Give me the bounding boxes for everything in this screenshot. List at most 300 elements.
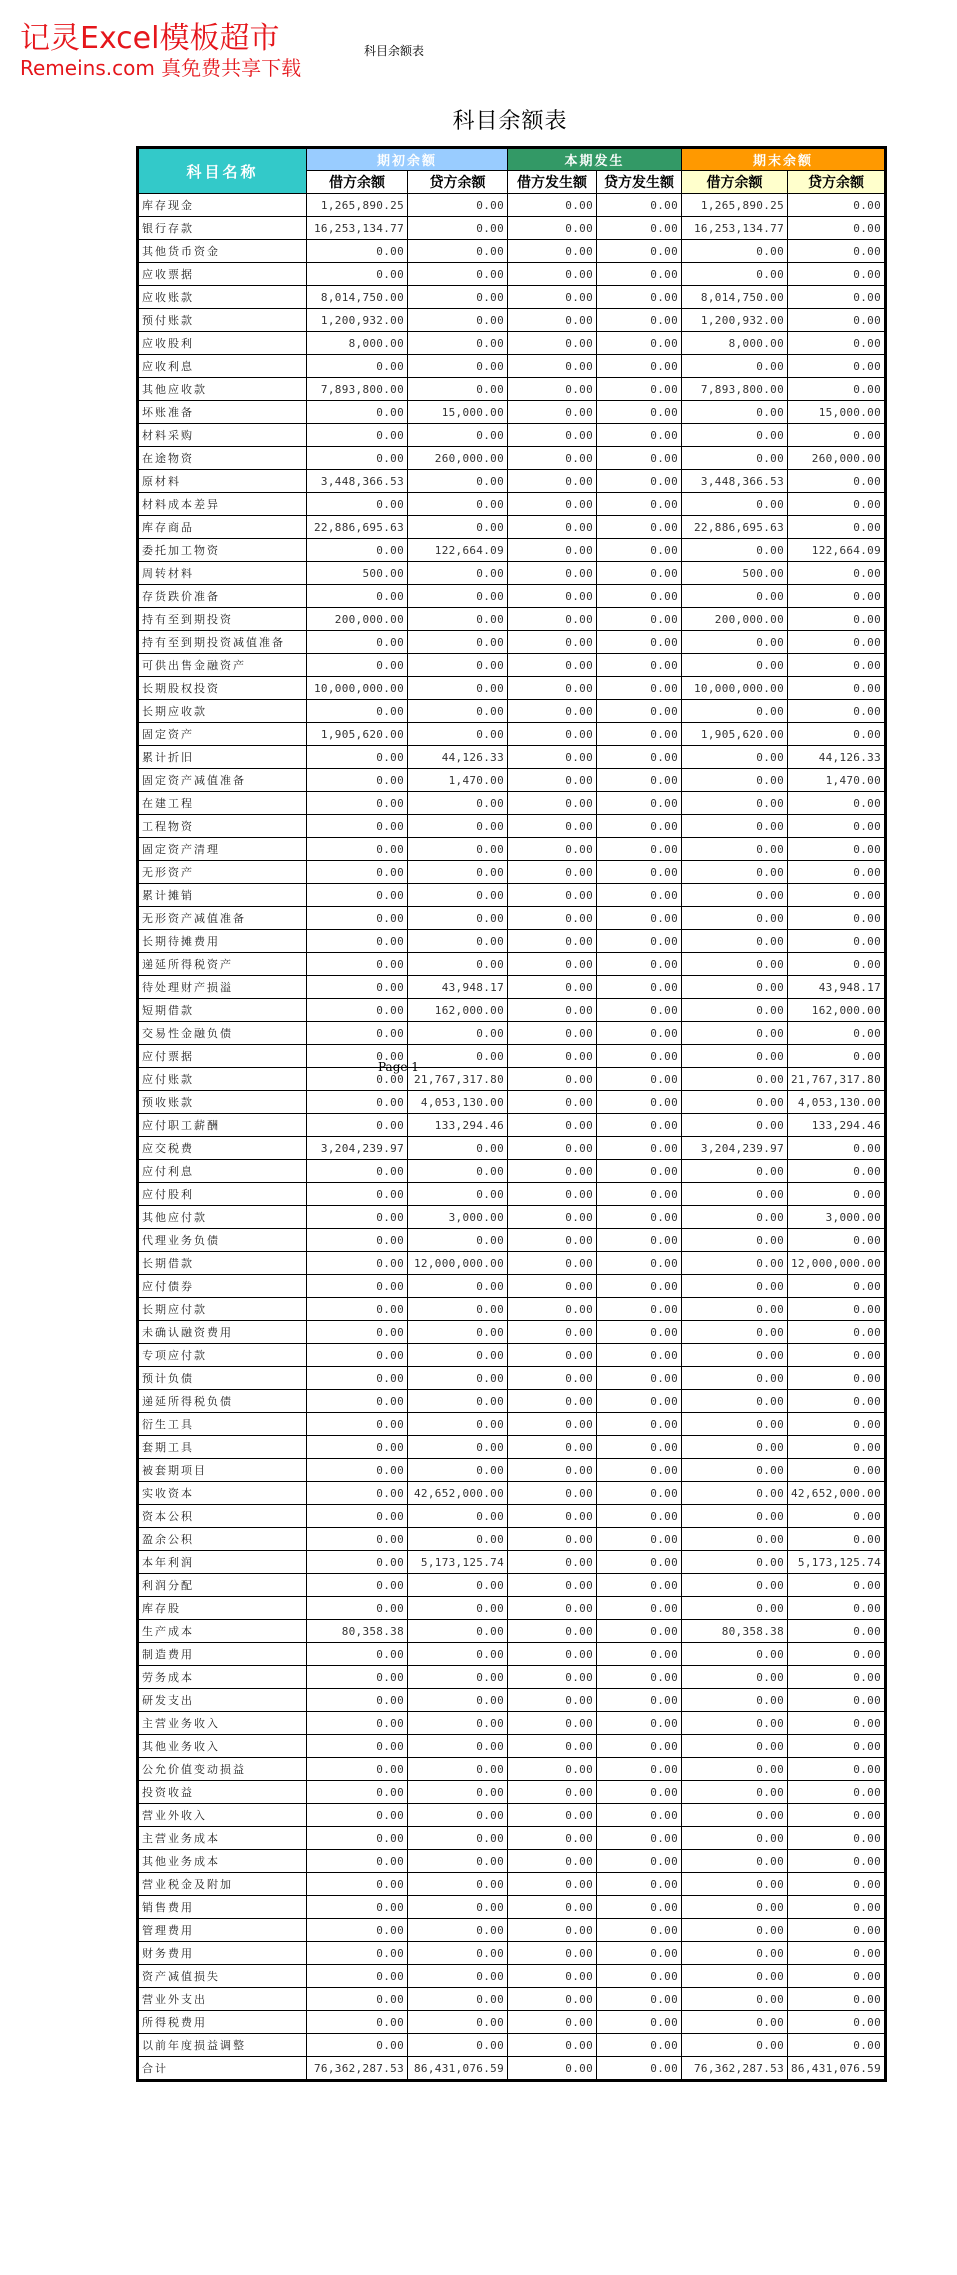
- closing-debit-cell: 0.00: [682, 1206, 788, 1229]
- opening-credit-cell: 0.00: [408, 1597, 508, 1620]
- opening-credit-cell: 0.00: [408, 1137, 508, 1160]
- period-debit-cell: 0.00: [508, 999, 597, 1022]
- account-name-cell: 应交税费: [138, 1137, 307, 1160]
- closing-debit-cell: 0.00: [682, 1574, 788, 1597]
- table-row: [138, 1712, 886, 1735]
- closing-debit-cell: 0.00: [682, 539, 788, 562]
- account-name-cell: 制造费用: [138, 1643, 307, 1666]
- opening-credit-cell: 0.00: [408, 1666, 508, 1689]
- closing-credit-cell: 44,126.33: [788, 746, 886, 769]
- closing-debit-cell: 1,265,890.25: [682, 194, 788, 217]
- account-name-cell: 营业外收入: [138, 1804, 307, 1827]
- opening-credit-cell: 0.00: [408, 723, 508, 746]
- closing-debit-cell: 0.00: [682, 999, 788, 1022]
- opening-debit-cell: 0.00: [307, 1551, 408, 1574]
- account-name-cell: 预计负债: [138, 1367, 307, 1390]
- account-name-cell: 持有至到期投资: [138, 608, 307, 631]
- closing-credit-cell: 0.00: [788, 1045, 886, 1068]
- account-name-cell: 销售费用: [138, 1896, 307, 1919]
- opening-credit-cell: 122,664.09: [408, 539, 508, 562]
- table-row: [138, 355, 886, 378]
- opening-debit-cell: 0.00: [307, 815, 408, 838]
- period-debit-cell: 0.00: [508, 608, 597, 631]
- period-credit-cell: 0.00: [597, 2011, 682, 2034]
- opening-credit-cell: 21,767,317.80: [408, 1068, 508, 1091]
- period-credit-cell: 0.00: [597, 1965, 682, 1988]
- closing-credit-cell: 21,767,317.80: [788, 1068, 886, 1091]
- opening-debit-cell: 0.00: [307, 1804, 408, 1827]
- closing-credit-cell: 0.00: [788, 1597, 886, 1620]
- period-credit-cell: 0.00: [597, 1643, 682, 1666]
- period-credit-cell: 0.00: [597, 401, 682, 424]
- closing-credit-cell: 0.00: [788, 700, 886, 723]
- opening-debit-cell: 0.00: [307, 1045, 408, 1068]
- opening-credit-cell: 0.00: [408, 1367, 508, 1390]
- closing-debit-cell: 0.00: [682, 2011, 788, 2034]
- closing-debit-cell: 3,448,366.53: [682, 470, 788, 493]
- period-debit-cell: 0.00: [508, 1252, 597, 1275]
- closing-credit-cell: 0.00: [788, 1666, 886, 1689]
- table-row: [138, 447, 886, 470]
- period-credit-cell: 0.00: [597, 976, 682, 999]
- document-title: 科目余额表: [452, 109, 568, 134]
- opening-debit-cell: 0.00: [307, 838, 408, 861]
- table-row: [138, 654, 886, 677]
- period-debit-cell: 0.00: [508, 976, 597, 999]
- opening-debit-cell: 0.00: [307, 1482, 408, 1505]
- period-credit-cell: 0.00: [597, 562, 682, 585]
- total-opening-credit: 86,431,076.59: [408, 2057, 508, 2081]
- period-debit-cell: 0.00: [508, 884, 597, 907]
- period-debit-cell: 0.00: [508, 1988, 597, 2011]
- table-row: [138, 1206, 886, 1229]
- opening-debit-cell: 0.00: [307, 1114, 408, 1137]
- table-row: [138, 1758, 886, 1781]
- table-row: [138, 286, 886, 309]
- total-row: [138, 2057, 886, 2081]
- table-row: [138, 470, 886, 493]
- table-row: [138, 1275, 886, 1298]
- account-name-cell: 应收票据: [138, 263, 307, 286]
- table-row: [138, 884, 886, 907]
- period-debit-cell: 0.00: [508, 746, 597, 769]
- table-row: [138, 309, 886, 332]
- account-name-cell: 长期借款: [138, 1252, 307, 1275]
- period-debit-cell: 0.00: [508, 2011, 597, 2034]
- period-debit-cell: 0.00: [508, 1574, 597, 1597]
- opening-credit-cell: 0.00: [408, 1298, 508, 1321]
- account-name-cell: 应收账款: [138, 286, 307, 309]
- closing-credit-cell: 0.00: [788, 792, 886, 815]
- opening-balance-group-header: 期初余额: [307, 148, 508, 171]
- closing-credit-cell: 162,000.00: [788, 999, 886, 1022]
- account-name-cell: 库存商品: [138, 516, 307, 539]
- closing-credit-cell: 42,652,000.00: [788, 1482, 886, 1505]
- period-credit-cell: 0.00: [597, 355, 682, 378]
- opening-debit-cell: 0.00: [307, 1574, 408, 1597]
- closing-credit-cell: 0.00: [788, 1574, 886, 1597]
- table-row: [138, 1942, 886, 1965]
- opening-credit-cell: 0.00: [408, 378, 508, 401]
- opening-debit-cell: 0.00: [307, 1206, 408, 1229]
- opening-debit-cell: 0.00: [307, 746, 408, 769]
- total-closing-debit: 76,362,287.53: [682, 2057, 788, 2081]
- table-row: [138, 1068, 886, 1091]
- table-row: [138, 1620, 886, 1643]
- period-debit-cell: 0.00: [508, 355, 597, 378]
- opening-debit-cell: 7,893,800.00: [307, 378, 408, 401]
- opening-credit-cell: 0.00: [408, 1735, 508, 1758]
- period-credit-cell: 0.00: [597, 1321, 682, 1344]
- account-name-cell: 递延所得税资产: [138, 953, 307, 976]
- table-row: [138, 401, 886, 424]
- closing-debit-cell: 0.00: [682, 746, 788, 769]
- period-credit-cell: 0.00: [597, 1896, 682, 1919]
- opening-debit-cell: 0.00: [307, 884, 408, 907]
- closing-credit-cell: 0.00: [788, 1436, 886, 1459]
- table-row: [138, 1229, 886, 1252]
- closing-credit-cell: 0.00: [788, 263, 886, 286]
- period-debit-cell: 0.00: [508, 1712, 597, 1735]
- period-credit-cell: 0.00: [597, 1459, 682, 1482]
- closing-debit-cell: 0.00: [682, 1022, 788, 1045]
- table-row: [138, 976, 886, 999]
- closing-debit-cell: 0.00: [682, 1643, 788, 1666]
- opening-debit-cell: 0.00: [307, 240, 408, 263]
- table-row: [138, 516, 886, 539]
- account-name-cell: 其他应收款: [138, 378, 307, 401]
- period-debit-cell: 0.00: [508, 1850, 597, 1873]
- opening-debit-cell: 0.00: [307, 1229, 408, 1252]
- account-name-cell: 持有至到期投资减值准备: [138, 631, 307, 654]
- account-name-cell: 累计摊销: [138, 884, 307, 907]
- period-credit-cell: 0.00: [597, 1367, 682, 1390]
- account-name-cell: 周转材料: [138, 562, 307, 585]
- closing-debit-cell: 0.00: [682, 1482, 788, 1505]
- closing-credit-cell: 0.00: [788, 838, 886, 861]
- opening-debit-cell: 0.00: [307, 1712, 408, 1735]
- closing-debit-cell: 3,204,239.97: [682, 1137, 788, 1160]
- opening-credit-cell: 0.00: [408, 1459, 508, 1482]
- account-name-cell: 劳务成本: [138, 1666, 307, 1689]
- account-name-cell: 预付账款: [138, 309, 307, 332]
- opening-credit-cell: 0.00: [408, 1758, 508, 1781]
- closing-credit-cell: 0.00: [788, 516, 886, 539]
- closing-credit-header: 贷方余额: [788, 171, 886, 194]
- period-credit-cell: 0.00: [597, 585, 682, 608]
- opening-credit-cell: 0.00: [408, 1850, 508, 1873]
- period-credit-cell: 0.00: [597, 1482, 682, 1505]
- closing-debit-cell: 1,905,620.00: [682, 723, 788, 746]
- opening-debit-cell: 0.00: [307, 1965, 408, 1988]
- account-name-cell: 无形资产减值准备: [138, 907, 307, 930]
- period-credit-cell: 0.00: [597, 1413, 682, 1436]
- closing-credit-cell: 0.00: [788, 1643, 886, 1666]
- account-name-cell: 资本公积: [138, 1505, 307, 1528]
- opening-credit-cell: 0.00: [408, 217, 508, 240]
- period-debit-cell: 0.00: [508, 1022, 597, 1045]
- account-name-cell: 坏账准备: [138, 401, 307, 424]
- period-debit-cell: 0.00: [508, 447, 597, 470]
- table-row: [138, 1689, 886, 1712]
- period-credit-cell: 0.00: [597, 1528, 682, 1551]
- closing-credit-cell: 0.00: [788, 1965, 886, 1988]
- period-credit-cell: 0.00: [597, 470, 682, 493]
- opening-debit-cell: 0.00: [307, 447, 408, 470]
- table-row: [138, 1367, 886, 1390]
- account-name-cell: 应付债券: [138, 1275, 307, 1298]
- opening-debit-cell: 8,000.00: [307, 332, 408, 355]
- closing-debit-cell: 0.00: [682, 1781, 788, 1804]
- period-credit-cell: 0.00: [597, 815, 682, 838]
- period-debit-cell: 0.00: [508, 1804, 597, 1827]
- table-row: [138, 585, 886, 608]
- opening-debit-cell: 0.00: [307, 1091, 408, 1114]
- closing-credit-cell: 43,948.17: [788, 976, 886, 999]
- opening-credit-cell: 42,652,000.00: [408, 1482, 508, 1505]
- opening-debit-cell: 0.00: [307, 1298, 408, 1321]
- account-name-cell: 利润分配: [138, 1574, 307, 1597]
- period-debit-cell: 0.00: [508, 861, 597, 884]
- period-debit-cell: 0.00: [508, 1919, 597, 1942]
- table-row: [138, 1965, 886, 1988]
- closing-debit-cell: 0.00: [682, 1965, 788, 1988]
- opening-credit-cell: 0.00: [408, 1643, 508, 1666]
- account-name-cell: 代理业务负债: [138, 1229, 307, 1252]
- total-closing-credit: 86,431,076.59: [788, 2057, 886, 2081]
- period-debit-cell: 0.00: [508, 516, 597, 539]
- period-debit-header: 借方发生额: [508, 171, 597, 194]
- closing-debit-cell: 0.00: [682, 907, 788, 930]
- closing-credit-cell: 0.00: [788, 723, 886, 746]
- table-row: [138, 999, 886, 1022]
- period-debit-cell: 0.00: [508, 539, 597, 562]
- account-name-cell: 衍生工具: [138, 1413, 307, 1436]
- opening-credit-cell: 0.00: [408, 1873, 508, 1896]
- closing-debit-cell: 500.00: [682, 562, 788, 585]
- closing-debit-cell: 0.00: [682, 953, 788, 976]
- closing-debit-cell: 0.00: [682, 654, 788, 677]
- opening-credit-cell: 5,173,125.74: [408, 1551, 508, 1574]
- period-credit-cell: 0.00: [597, 838, 682, 861]
- closing-credit-cell: 133,294.46: [788, 1114, 886, 1137]
- period-credit-cell: 0.00: [597, 907, 682, 930]
- closing-debit-cell: 0.00: [682, 493, 788, 516]
- account-name-cell: 长期应付款: [138, 1298, 307, 1321]
- closing-credit-cell: 0.00: [788, 953, 886, 976]
- opening-credit-cell: 0.00: [408, 631, 508, 654]
- opening-credit-cell: 0.00: [408, 424, 508, 447]
- closing-credit-cell: 0.00: [788, 1758, 886, 1781]
- opening-debit-cell: 0.00: [307, 1758, 408, 1781]
- opening-credit-cell: 0.00: [408, 1942, 508, 1965]
- table-row: [138, 1666, 886, 1689]
- account-name-cell: 本年利润: [138, 1551, 307, 1574]
- opening-credit-cell: 44,126.33: [408, 746, 508, 769]
- closing-credit-cell: 0.00: [788, 1367, 886, 1390]
- closing-credit-cell: 0.00: [788, 1689, 886, 1712]
- account-name-cell: 未确认融资费用: [138, 1321, 307, 1344]
- opening-debit-cell: 0.00: [307, 976, 408, 999]
- opening-debit-cell: 0.00: [307, 1344, 408, 1367]
- closing-credit-cell: 260,000.00: [788, 447, 886, 470]
- opening-credit-cell: 0.00: [408, 309, 508, 332]
- table-row: [138, 1482, 886, 1505]
- opening-credit-cell: 260,000.00: [408, 447, 508, 470]
- closing-debit-cell: 0.00: [682, 1459, 788, 1482]
- period-credit-cell: 0.00: [597, 1597, 682, 1620]
- opening-debit-cell: 0.00: [307, 2034, 408, 2057]
- table-row: [138, 1505, 886, 1528]
- account-name-cell: 其他应付款: [138, 1206, 307, 1229]
- opening-credit-cell: 0.00: [408, 1436, 508, 1459]
- table-row: [138, 792, 886, 815]
- closing-credit-cell: 15,000.00: [788, 401, 886, 424]
- total-period-credit: 0.00: [597, 2057, 682, 2081]
- period-credit-cell: 0.00: [597, 1574, 682, 1597]
- opening-debit-cell: 3,448,366.53: [307, 470, 408, 493]
- period-debit-cell: 0.00: [508, 1482, 597, 1505]
- account-name-cell: 营业外支出: [138, 1988, 307, 2011]
- account-name-cell: 其他业务收入: [138, 1735, 307, 1758]
- closing-debit-cell: 0.00: [682, 1114, 788, 1137]
- opening-credit-cell: 0.00: [408, 953, 508, 976]
- account-name-cell: 在途物资: [138, 447, 307, 470]
- period-credit-cell: 0.00: [597, 1919, 682, 1942]
- table-row: [138, 539, 886, 562]
- table-row: [138, 769, 886, 792]
- table-row: [138, 1137, 886, 1160]
- opening-credit-cell: 133,294.46: [408, 1114, 508, 1137]
- period-credit-cell: 0.00: [597, 953, 682, 976]
- account-name-cell: 预收账款: [138, 1091, 307, 1114]
- closing-debit-cell: 0.00: [682, 1229, 788, 1252]
- opening-credit-cell: 0.00: [408, 240, 508, 263]
- closing-debit-cell: 0.00: [682, 240, 788, 263]
- closing-credit-cell: 4,053,130.00: [788, 1091, 886, 1114]
- account-name-header: 科目名称: [138, 148, 307, 194]
- account-name-cell: 被套期项目: [138, 1459, 307, 1482]
- account-name-cell: 财务费用: [138, 1942, 307, 1965]
- closing-credit-cell: 5,173,125.74: [788, 1551, 886, 1574]
- closing-debit-cell: 0.00: [682, 1252, 788, 1275]
- closing-credit-cell: 0.00: [788, 1850, 886, 1873]
- closing-credit-cell: 0.00: [788, 1896, 886, 1919]
- closing-debit-cell: 0.00: [682, 976, 788, 999]
- table-row: [138, 1022, 886, 1045]
- period-debit-cell: 0.00: [508, 1436, 597, 1459]
- opening-credit-cell: 0.00: [408, 1988, 508, 2011]
- opening-debit-cell: 0.00: [307, 792, 408, 815]
- closing-debit-header: 借方余额: [682, 171, 788, 194]
- period-debit-cell: 0.00: [508, 1827, 597, 1850]
- table-row: [138, 1413, 886, 1436]
- opening-credit-cell: 0.00: [408, 516, 508, 539]
- period-debit-cell: 0.00: [508, 1091, 597, 1114]
- table-row: [138, 1574, 886, 1597]
- period-debit-cell: 0.00: [508, 1735, 597, 1758]
- period-credit-cell: 0.00: [597, 447, 682, 470]
- period-debit-cell: 0.00: [508, 1275, 597, 1298]
- account-name-cell: 固定资产: [138, 723, 307, 746]
- table-row: [138, 953, 886, 976]
- period-debit-cell: 0.00: [508, 930, 597, 953]
- opening-debit-cell: 0.00: [307, 700, 408, 723]
- closing-debit-cell: 7,893,800.00: [682, 378, 788, 401]
- period-credit-cell: 0.00: [597, 1068, 682, 1091]
- period-credit-cell: 0.00: [597, 792, 682, 815]
- opening-debit-cell: 0.00: [307, 1068, 408, 1091]
- table-row: [138, 1344, 886, 1367]
- closing-credit-cell: 0.00: [788, 815, 886, 838]
- period-debit-cell: 0.00: [508, 1183, 597, 1206]
- period-debit-cell: 0.00: [508, 1045, 597, 1068]
- opening-debit-cell: 0.00: [307, 1896, 408, 1919]
- opening-debit-cell: 0.00: [307, 1022, 408, 1045]
- period-credit-cell: 0.00: [597, 1827, 682, 1850]
- period-credit-cell: 0.00: [597, 1804, 682, 1827]
- opening-credit-cell: 0.00: [408, 263, 508, 286]
- opening-debit-cell: 1,200,932.00: [307, 309, 408, 332]
- opening-debit-cell: 0.00: [307, 1367, 408, 1390]
- opening-credit-cell: 0.00: [408, 1528, 508, 1551]
- period-debit-cell: 0.00: [508, 240, 597, 263]
- period-credit-cell: 0.00: [597, 654, 682, 677]
- opening-debit-cell: 0.00: [307, 1666, 408, 1689]
- opening-debit-cell: 0.00: [307, 631, 408, 654]
- period-credit-cell: 0.00: [597, 217, 682, 240]
- period-debit-cell: 0.00: [508, 1390, 597, 1413]
- period-debit-cell: 0.00: [508, 1528, 597, 1551]
- period-credit-cell: 0.00: [597, 1252, 682, 1275]
- opening-debit-cell: 0.00: [307, 2011, 408, 2034]
- table-row: [138, 1988, 886, 2011]
- account-name-cell: 在建工程: [138, 792, 307, 815]
- period-debit-cell: 0.00: [508, 1160, 597, 1183]
- opening-debit-cell: 0.00: [307, 1942, 408, 1965]
- opening-debit-cell: 1,905,620.00: [307, 723, 408, 746]
- account-name-cell: 应付股利: [138, 1183, 307, 1206]
- closing-credit-cell: 0.00: [788, 470, 886, 493]
- period-debit-cell: 0.00: [508, 1137, 597, 1160]
- period-debit-cell: 0.00: [508, 1068, 597, 1091]
- table-row: [138, 493, 886, 516]
- table-row: [138, 263, 886, 286]
- opening-credit-cell: 0.00: [408, 1781, 508, 1804]
- period-debit-cell: 0.00: [508, 263, 597, 286]
- account-name-cell: 应收股利: [138, 332, 307, 355]
- period-credit-cell: 0.00: [597, 516, 682, 539]
- opening-debit-cell: 0.00: [307, 1321, 408, 1344]
- opening-debit-cell: 1,265,890.25: [307, 194, 408, 217]
- account-name-cell: 公允价值变动损益: [138, 1758, 307, 1781]
- closing-credit-cell: 0.00: [788, 424, 886, 447]
- opening-debit-cell: 0.00: [307, 999, 408, 1022]
- opening-credit-cell: 0.00: [408, 700, 508, 723]
- period-credit-cell: 0.00: [597, 539, 682, 562]
- opening-debit-cell: 0.00: [307, 930, 408, 953]
- closing-debit-cell: 0.00: [682, 631, 788, 654]
- period-debit-cell: 0.00: [508, 217, 597, 240]
- period-debit-cell: 0.00: [508, 470, 597, 493]
- opening-credit-cell: 0.00: [408, 1620, 508, 1643]
- closing-credit-cell: 0.00: [788, 654, 886, 677]
- closing-debit-cell: 0.00: [682, 401, 788, 424]
- closing-debit-cell: 0.00: [682, 1436, 788, 1459]
- table-row: [138, 631, 886, 654]
- account-name-cell: 待处理财产损溢: [138, 976, 307, 999]
- period-debit-cell: 0.00: [508, 1551, 597, 1574]
